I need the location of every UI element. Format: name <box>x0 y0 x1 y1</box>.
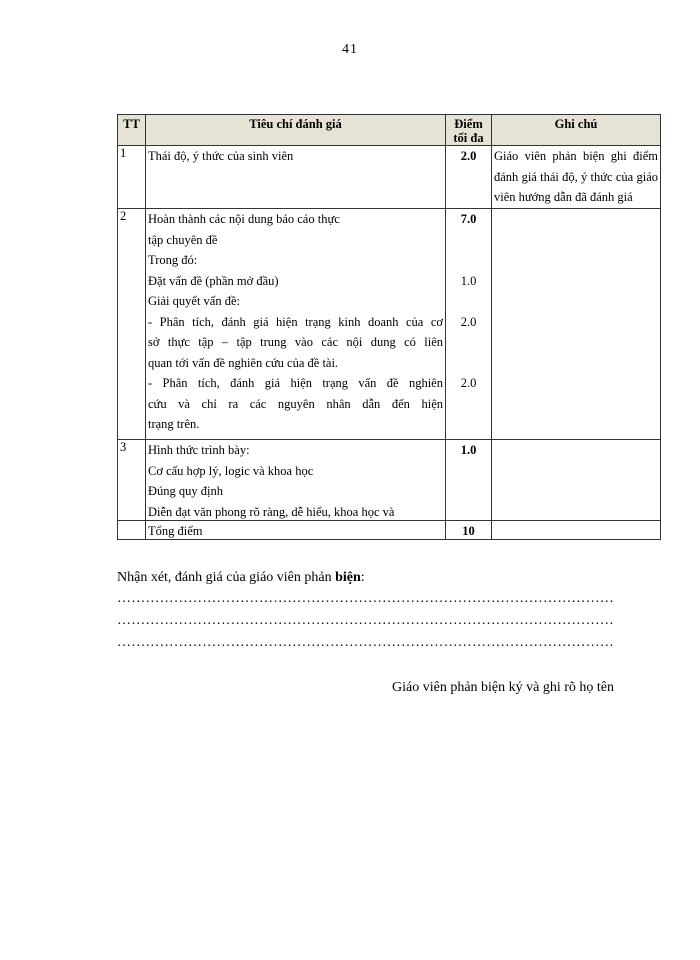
signature-label: Giáo viên phản biện ký và ghi rõ họ tên <box>392 680 615 695</box>
sub-score <box>448 332 489 353</box>
total-label: Tổng điểm <box>148 524 203 538</box>
sub-score: 1.0 <box>460 273 477 288</box>
criteria-line: Đặt vấn đề (phần mở đầu) <box>148 273 279 288</box>
sub-score <box>448 250 489 271</box>
criteria-line: Trong đó: <box>148 253 198 267</box>
note-cell <box>492 209 661 440</box>
sub-score <box>448 414 489 435</box>
sub-score: 2.0 <box>460 376 477 390</box>
table-row <box>118 146 661 209</box>
sub-score <box>448 291 489 312</box>
sub-score: 2.0 <box>460 314 477 329</box>
criteria-cell <box>146 521 446 540</box>
max-score: 1.0 <box>460 443 477 457</box>
max-score: 7.0 <box>460 212 477 226</box>
dotted-line: …………………………………………………………………………………………… <box>117 613 614 628</box>
header-criteria: Tiêu chí đánh giá <box>146 115 446 146</box>
header-note: Ghi chú <box>492 115 661 146</box>
table-row <box>118 209 661 440</box>
criteria-line: Thái độ, ý thức của sinh viên <box>148 149 294 163</box>
criteria-line: - Phân tích, đánh giá hiện trạng vấn đề nghiên <box>148 376 443 390</box>
criteria-cell <box>146 209 446 440</box>
sub-score <box>448 435 489 440</box>
note-cell <box>492 521 661 540</box>
sub-score <box>448 394 489 415</box>
criteria-line: Diễn đạt văn phong rõ ràng, dễ hiểu, khoa học và <box>148 504 395 519</box>
comments-heading-suffix: : <box>360 570 365 585</box>
score-cell <box>446 440 492 521</box>
criteria-line: Cơ cấu hợp lý, logic và khoa học <box>148 463 314 478</box>
note-text: Giáo viên phản biện ghi điểm đánh giá thái độ, ý thức của giáo viên hướng dẫn đã đánh giá <box>494 149 658 204</box>
criteria-line: tập chuyên đề <box>148 232 218 247</box>
criteria-line: Hoàn thành các nội dung báo cáo thực <box>148 212 340 226</box>
row-number: 1 <box>118 146 146 209</box>
criteria-line: Giải quyết vấn đề: <box>148 294 240 308</box>
sub-score <box>448 353 489 374</box>
row-number: 3 <box>118 440 146 521</box>
sub-score <box>448 230 489 251</box>
comments-heading-text: Nhận xét, đánh giá của giáo viên phản <box>117 570 336 585</box>
dotted-line: …………………………………………………………………………………………… <box>117 591 614 606</box>
score-cell <box>446 521 492 540</box>
criteria-line: Đúng quy định <box>148 484 223 498</box>
score-cell <box>446 209 492 440</box>
criteria-cell <box>146 146 446 209</box>
note-cell <box>492 146 661 209</box>
criteria-line: quan tới vấn đề nghiên cứu của đề tài. <box>148 355 339 370</box>
criteria-cell <box>146 440 446 521</box>
comments-heading-bold: biện <box>335 570 361 585</box>
comments-heading <box>117 568 637 588</box>
criteria-line: cứu và chỉ ra các nguyên nhân dẫn đến hiện <box>148 396 443 411</box>
comments-section <box>117 568 637 654</box>
row-number: 2 <box>118 209 146 440</box>
header-tt: TT <box>118 115 146 146</box>
criteria-line: - Phân tích, đánh giá hiện trạng kinh doanh của cơ <box>148 314 443 329</box>
table-row <box>118 440 661 521</box>
table-row <box>118 521 661 540</box>
evaluation-table <box>117 114 661 540</box>
max-score: 2.0 <box>460 149 477 163</box>
criteria-line: trạng trên. <box>148 417 200 431</box>
note-cell <box>492 440 661 521</box>
criteria-line <box>148 435 443 440</box>
page-number: 41 <box>342 42 358 57</box>
row-number <box>118 521 146 540</box>
table-header-row <box>118 115 661 146</box>
header-score: Điểm tối đa <box>446 115 492 146</box>
criteria-line: sở thực tập – tập trung vào các nội dung có liên <box>148 335 443 349</box>
criteria-line: Hình thức trình bày: <box>148 443 250 457</box>
dotted-line: …………………………………………………………………………………………… <box>117 635 614 650</box>
total-score: 10 <box>462 524 475 538</box>
score-cell <box>446 146 492 209</box>
